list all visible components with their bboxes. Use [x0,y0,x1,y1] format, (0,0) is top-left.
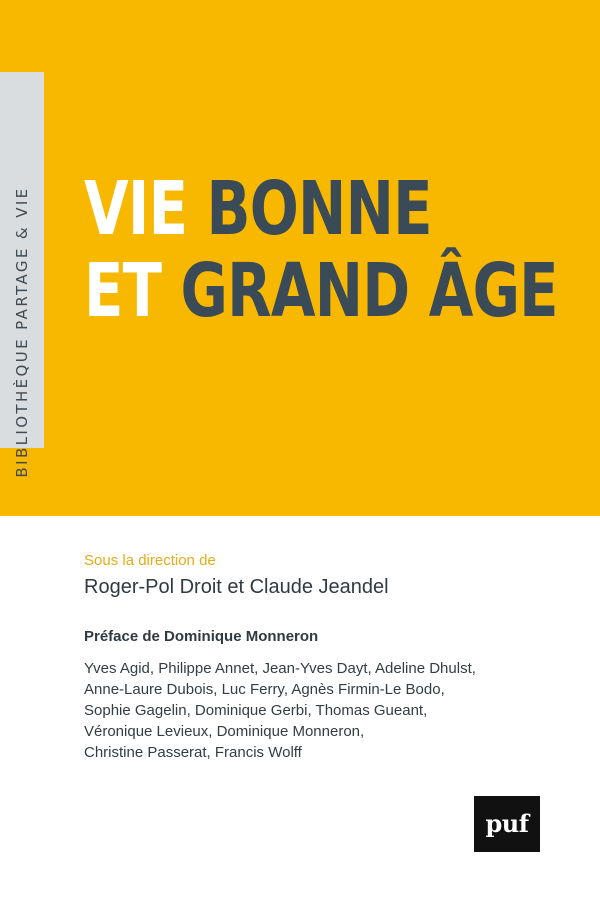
contributors-line: Anne-Laure Dubois, Luc Ferry, Agnès Firmin-Le Bodo, [84,681,445,698]
series-label: BIBLIOTHÈQUE PARTAGE & VIE [13,186,31,478]
title-word-bonne: BONNE [206,166,432,252]
contributors-line: Véronique Levieux, Dominique Monneron, [84,723,365,740]
contributors-line: Sophie Gagelin, Dominique Gerbi, Thomas Gueant, [84,702,428,719]
editors: Roger-Pol Droit et Claude Jeandel [84,576,389,598]
series-side-tab [0,72,44,478]
contributors-line: Christine Passerat, Francis Wolff [84,744,302,761]
title-line-2 [84,250,558,332]
preface: Préface de Dominique Monneron [84,628,319,645]
title-words-grand-age: GRAND ÂGE [180,248,558,334]
title-line-1 [84,168,558,250]
book-title [84,168,558,332]
publisher-logo-text: puf [485,808,529,838]
contributors-line: Yves Agid, Philippe Annet, Jean-Yves Dayt, Adeline Dhulst, [84,660,476,677]
direction-label: Sous la direction de [84,552,216,569]
title-word-vie: VIE [84,166,188,252]
title-word-et: ET [84,248,162,334]
publisher-logo [474,796,540,852]
contributors-list [84,658,524,763]
